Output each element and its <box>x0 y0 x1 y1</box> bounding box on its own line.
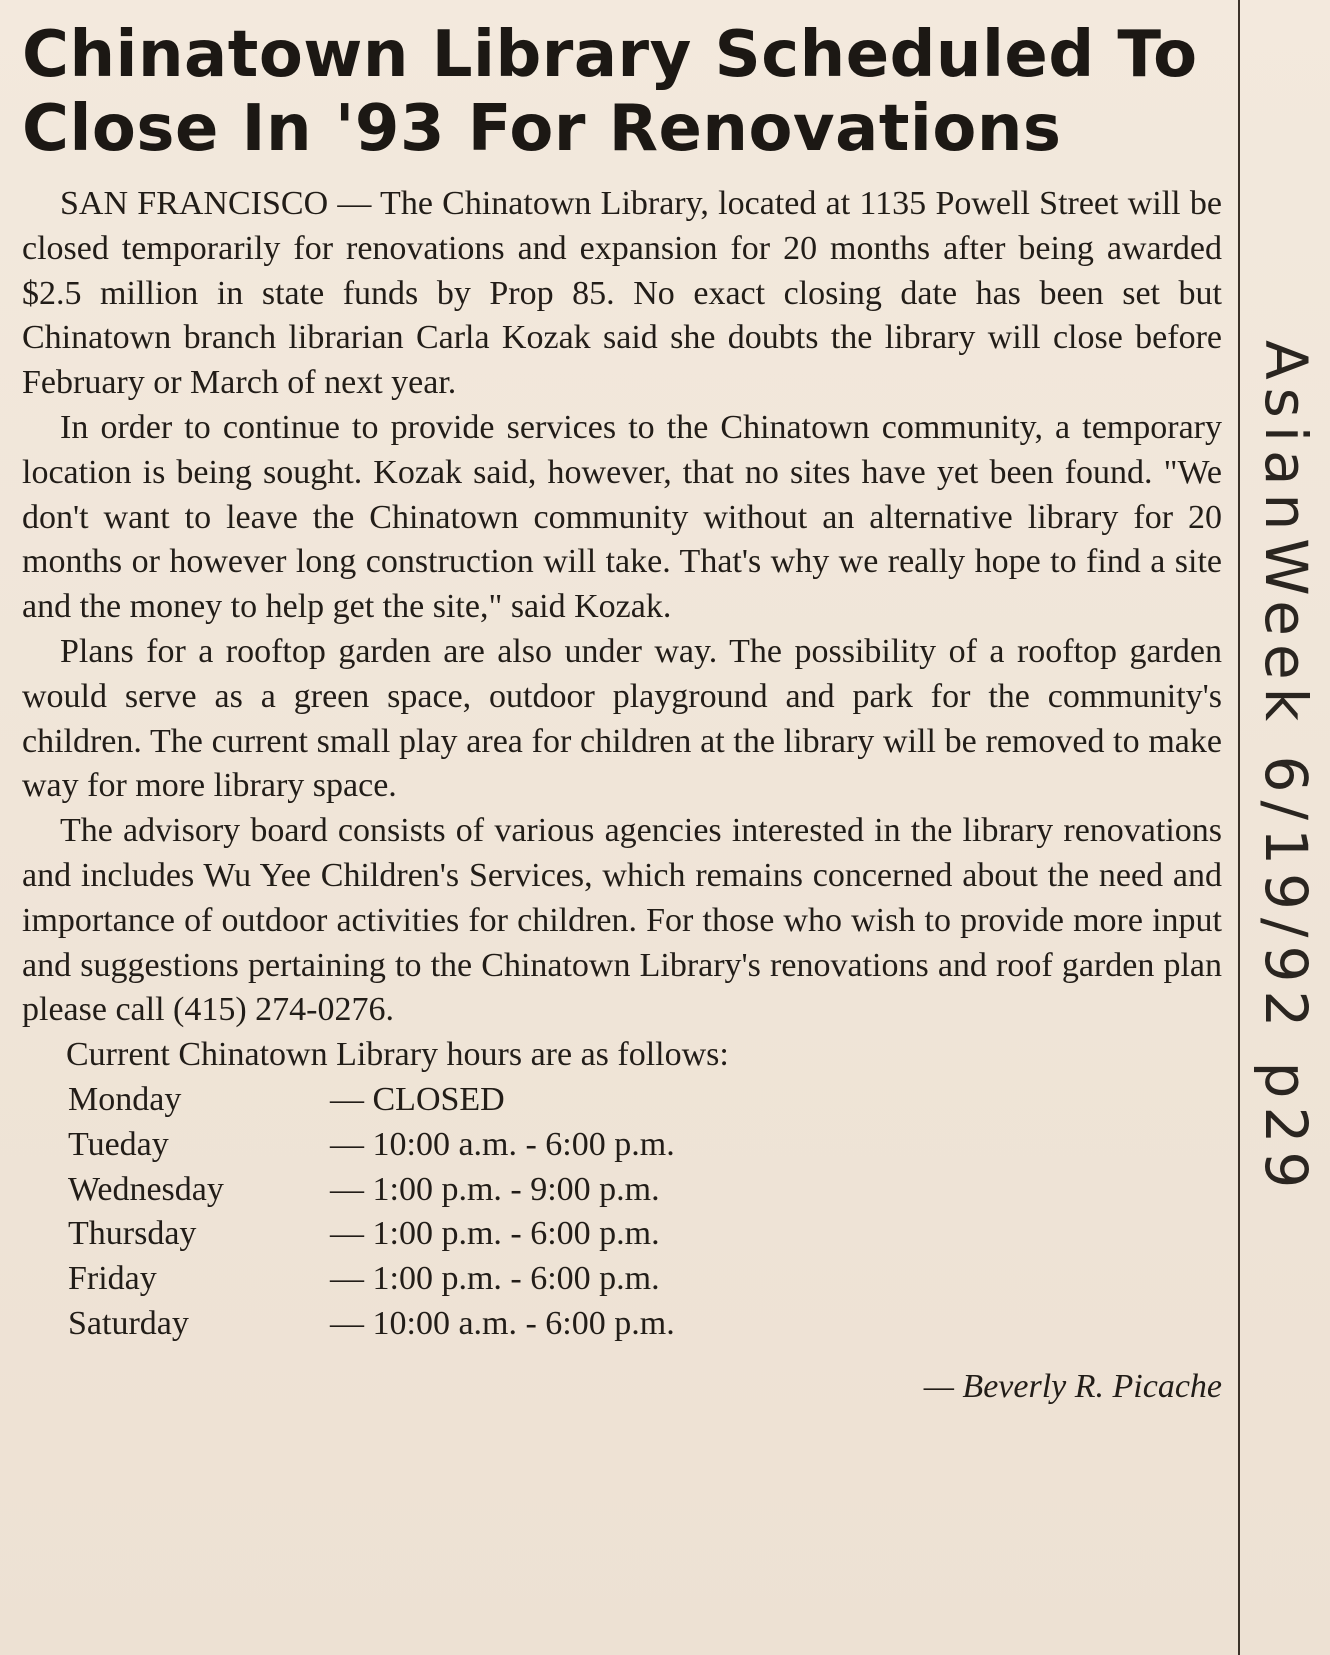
hours-time: — 10:00 a.m. - 6:00 p.m. <box>330 1125 675 1163</box>
paragraph-4: The advisory board consists of various agencies interested in the library renovations and includes Wu Yee Children's Services, which remains concerned about the need and importance of outdoor activities for children. For those who wish to provide more input and suggestions pertaining to the Chinatown Library's renovations and roof garden plan please call (415) 274-0276. <box>22 812 1222 1029</box>
handwritten-annotation <box>1252 340 1322 1650</box>
paragraph-2: In order to continue to provide services to the Chinatown community, a temporary location is being sought. Kozak said, however, that no sites have yet been found. "We don't want to leave the Chinatown community without an alternative library for 20 months or however long construction will take. That's why we really hope to find a site and the money to help get the site," said Kozak. <box>22 408 1222 626</box>
hours-time: — CLOSED <box>330 1080 505 1118</box>
hours-day: Friday <box>68 1260 157 1298</box>
article <box>22 18 1222 1409</box>
hours-row-wednesday <box>22 1168 1222 1213</box>
hours-day: Tueday <box>68 1125 169 1163</box>
hours-row-thursday <box>22 1212 1222 1257</box>
article-body <box>22 182 1222 1033</box>
hours-day: Thursday <box>68 1215 197 1253</box>
hours-row-monday <box>22 1078 1222 1123</box>
paragraph-3: Plans for a rooftop garden are also under way. The possibility of a rooftop garden would serve as a green space, outdoor playground and park for the community's children. The current small play area for children at the library will be removed to make way for more library space. <box>22 632 1222 805</box>
hours-row-saturday <box>22 1302 1222 1347</box>
hours-time: — 10:00 a.m. - 6:00 p.m. <box>330 1304 675 1342</box>
hours-time: — 1:00 p.m. - 6:00 p.m. <box>330 1215 660 1253</box>
headline-line-1: Chinatown Library Scheduled To <box>22 18 1198 92</box>
hours-day: Monday <box>68 1080 182 1118</box>
headline <box>22 18 1222 166</box>
headline-line-2: Close In '93 For Renovations <box>22 92 1062 166</box>
hours-intro: Current Chinatown Library hours are as follows: <box>66 1036 729 1074</box>
paragraph-1: SAN FRANCISCO — The Chinatown Library, located at 1135 Powell Street will be closed temporarily for renovations and expansion for 20 months after being awarded $2.5 million in state funds by Prop 85. No exact closing date has been set but Chinatown branch librarian Carla Kozak said she doubts the library will close before February or March of next year. <box>22 185 1222 402</box>
byline: — Beverly R. Picache <box>923 1367 1222 1405</box>
column-divider <box>1238 0 1240 1655</box>
handwritten-note: AsianWeek 6/19/92 p29 <box>1252 340 1320 1197</box>
hours-day: Saturday <box>68 1304 189 1342</box>
hours-row-tuesday <box>22 1123 1222 1168</box>
hours-row-friday <box>22 1257 1222 1302</box>
library-hours <box>22 1033 1222 1347</box>
hours-time: — 1:00 p.m. - 6:00 p.m. <box>330 1260 660 1298</box>
hours-time: — 1:00 p.m. - 9:00 p.m. <box>330 1170 660 1208</box>
hours-day: Wednesday <box>68 1170 224 1208</box>
